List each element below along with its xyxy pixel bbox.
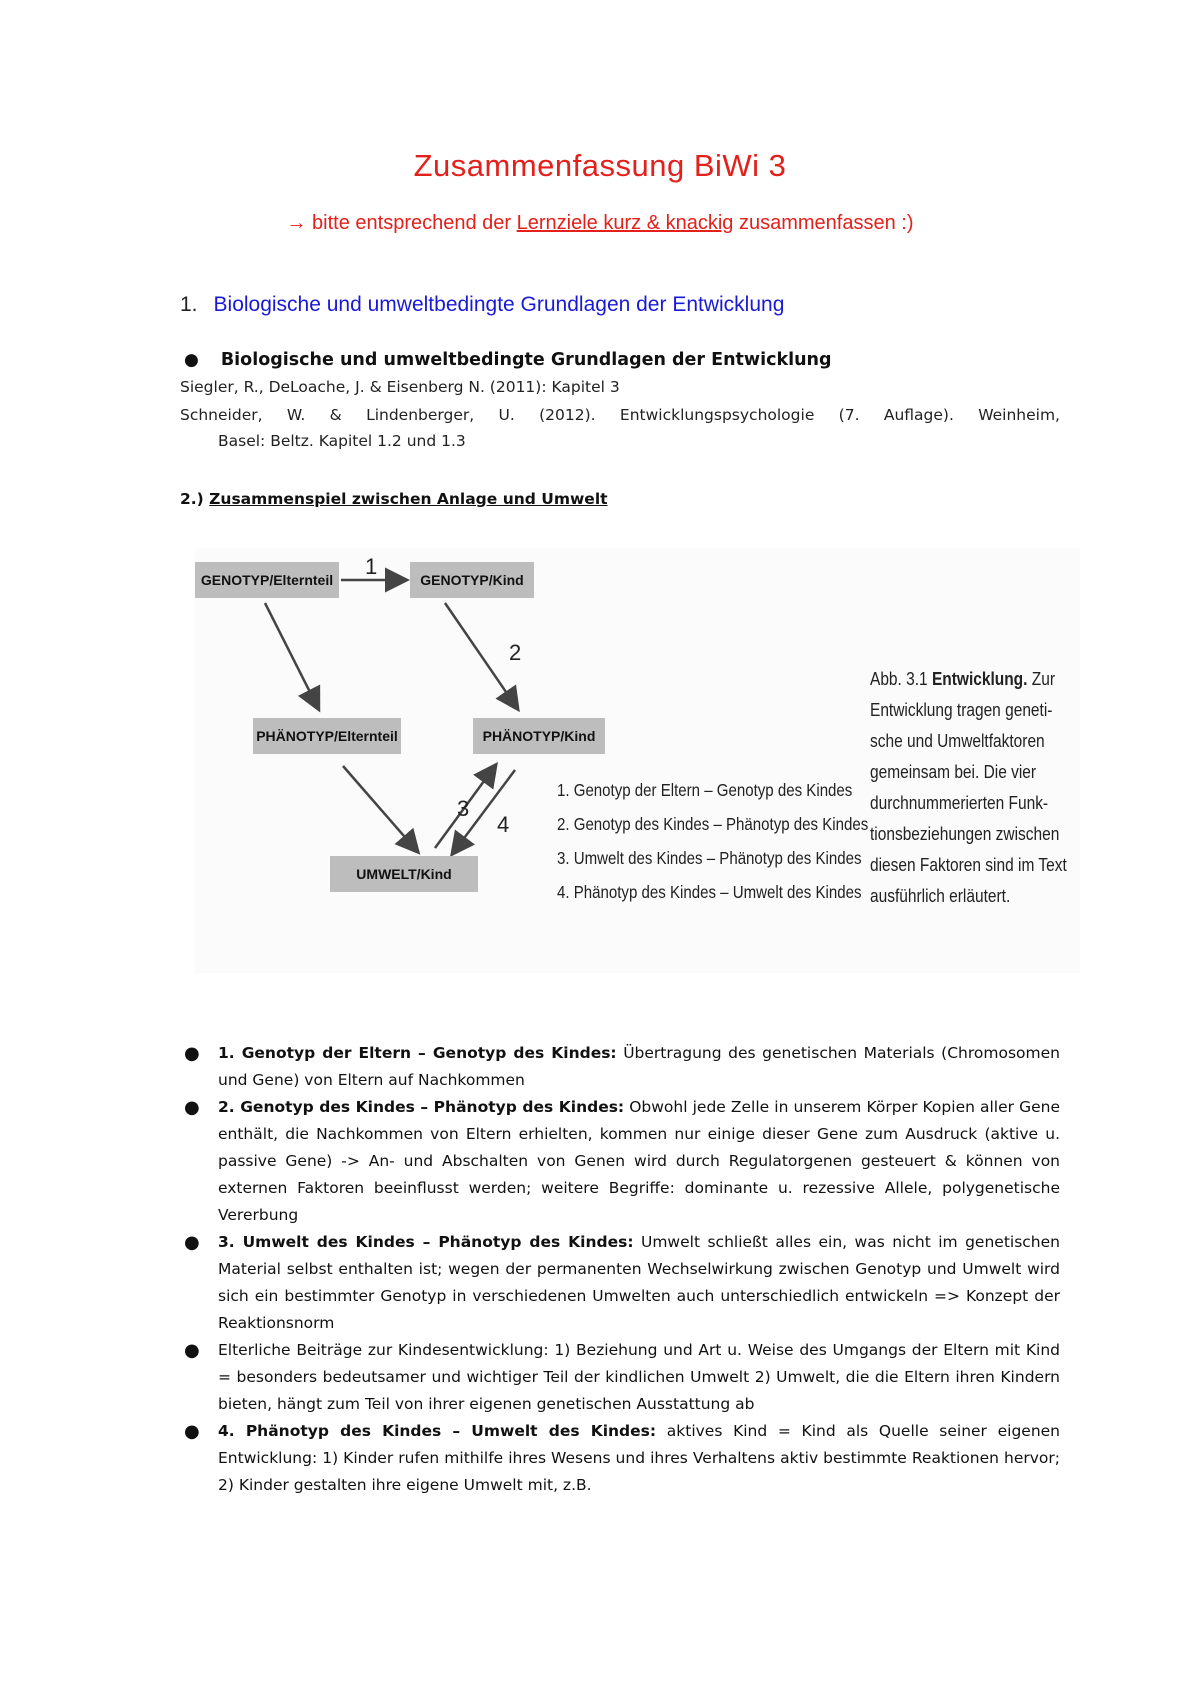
caption-line-2: sche und Umweltfaktoren: [870, 731, 1045, 751]
list-item-text: Umwelt schließt alles ein, was nicht im genetischen Material selbst enthalten ist; wegen der permanenten Wechselwirkung zwischen Genotyp und Umwelt wird sich ein bestimmter Genotyp in verschiedenen Umwelten auch unterschiedlich entwickeln => Konzept der Reaktionsnorm: [218, 1233, 1060, 1332]
list-item: [180, 1418, 1060, 1499]
arrow-label-1: 1: [365, 554, 378, 579]
list-item: [180, 1229, 1060, 1337]
arrow-2: [445, 603, 517, 708]
section-1-bullet: [180, 350, 832, 370]
arrow-label-4: 4: [497, 812, 510, 837]
list-item-bold: 1. Genotyp der Eltern – Genotyp des Kindes:: [218, 1044, 617, 1062]
reference-siegler: Siegler, R., DeLoache, J. & Eisenberg N. (2011): Kapitel 3: [180, 378, 620, 396]
bullet-dot-icon: ●: [184, 1043, 200, 1064]
figure-caption: [870, 664, 1067, 912]
document-title: Zusammenfassung BiWi 3: [413, 148, 787, 183]
subtitle-suffix: zusammenfassen :): [733, 212, 914, 234]
list-item-text: Übertragung des genetischen Materials (Chromosomen und Gene) von Eltern auf Nachkommen: [218, 1044, 1060, 1089]
section-1-heading: [180, 293, 784, 317]
subtitle: [0, 212, 1200, 235]
caption-line-0: Zur: [1027, 669, 1055, 689]
subtitle-underlined: Lernziele kurz & knackig: [516, 212, 734, 234]
section-1-bullet-text: Biologische und umweltbedingte Grundlagen der Entwicklung: [220, 350, 832, 370]
legend-item-1: 1. Genotyp der Eltern – Genotyp des Kindes: [557, 780, 853, 800]
bullet-dot-icon: ●: [184, 1232, 200, 1253]
caption-line-1: Entwicklung tragen geneti-: [870, 700, 1053, 720]
list-item-bold: 3. Umwelt des Kindes – Phänotyp des Kindes:: [218, 1233, 634, 1251]
caption-line-7: ausführlich erläutert.: [870, 886, 1011, 906]
bullet-dot-icon: ●: [184, 1340, 200, 1361]
bullet-dot-icon: ●: [184, 1421, 200, 1442]
box-genotype-parent: GENOTYP/Elternteil: [195, 562, 339, 598]
list-item-bold: 2. Genotyp des Kindes – Phänotyp des Kindes:: [218, 1098, 625, 1116]
section-1-number: 1.: [180, 293, 198, 316]
bullet-dot-icon: ●: [184, 1097, 200, 1118]
arrow-label-2: 2: [509, 640, 522, 665]
list-item: [180, 1337, 1060, 1418]
section-1-title: Biologische und umweltbedingte Grundlagen der Entwicklung: [213, 293, 785, 316]
list-item-text: Elterliche Beiträge zur Kindesentwicklung: 1) Beziehung und Art u. Weise des Umgangs der Eltern mit Kind = besonders bedeutsamer und wichtiger Teil der kindlichen Umwelt 2) Umwelt, die die Eltern ihren Kindern bieten, hängt zum Teil von ihrer eigenen genetischen Ausstattung ab: [218, 1341, 1060, 1413]
legend-item-3: 3. Umwelt des Kindes – Phänotyp des Kindes: [557, 848, 862, 868]
reference-schneider-line1: Schneider, W. & Lindenberger, U. (2012). Entwicklungspsychologie (7. Auflage). Weinheim,: [180, 406, 1060, 424]
caption-line-5: tionsbeziehungen zwischen: [870, 824, 1060, 844]
bullet-list: [180, 1040, 1060, 1499]
list-item-bold: 4. Phänotyp des Kindes – Umwelt des Kindes:: [218, 1422, 657, 1440]
arrow-genotype-parent-to-phenotype-parent: [265, 603, 318, 708]
caption-lead: Abb. 3.1: [870, 669, 932, 689]
list-item-text: aktives Kind = Kind als Quelle seiner eigenen Entwicklung: 1) Kinder rufen mithilfe ihres Wesens und ihres Verhaltens aktiv bestimmte Reaktionen hervor; 2) Kinder gestalten ihre eigene Umwelt mit, z.B.: [218, 1422, 1060, 1494]
box-phenotype-parent: PHÄNOTYP/Elternteil: [253, 718, 401, 754]
list-item: [180, 1040, 1060, 1094]
box-genotype-child: GENOTYP/Kind: [410, 562, 534, 598]
figure-development-diagram: [195, 548, 1080, 973]
arrow-label-3: 3: [457, 796, 470, 821]
caption-line-3: gemeinsam bei. Die vier: [870, 762, 1037, 782]
reference-schneider-line2: Basel: Beltz. Kapitel 1.2 und 1.3: [218, 432, 466, 450]
subtitle-prefix: → bitte entsprechend der: [286, 212, 517, 234]
list-item-text: Obwohl jede Zelle in unserem Körper Kopien aller Gene enthält, die Nachkommen von Eltern erhielten, kommen nur einige dieser Gene zum Ausdruck (aktive u. passive Gene) -> An- und Abschalten von Genen wird durch Regulatorgenen gesteuert & können von externen Faktoren beeinflusst werden; weitere Begriffe: dominante u. rezessive Allele, polygenetische Vererbung: [218, 1098, 1060, 1224]
caption-line-6: diesen Faktoren sind im Text: [870, 855, 1067, 875]
legend-item-4: 4. Phänotyp des Kindes – Umwelt des Kindes: [557, 882, 862, 902]
section-2-heading: [180, 490, 608, 508]
section-2-number: 2.): [180, 490, 204, 508]
list-item: [180, 1094, 1060, 1229]
box-environment-child: UMWELT/Kind: [330, 856, 478, 892]
box-phenotype-child: PHÄNOTYP/Kind: [473, 718, 605, 754]
caption-line-4: durchnummerierten Funk-: [870, 793, 1049, 813]
legend-item-2: 2. Genotyp des Kindes – Phänotyp des Kindes: [557, 814, 869, 834]
arrow-phenotype-parent-to-environment: [343, 766, 417, 851]
section-2-title: Zusammenspiel zwischen Anlage und Umwelt: [209, 490, 608, 508]
caption-bold: Entwicklung.: [931, 669, 1028, 689]
bullet-dot-icon: ●: [184, 350, 199, 370]
